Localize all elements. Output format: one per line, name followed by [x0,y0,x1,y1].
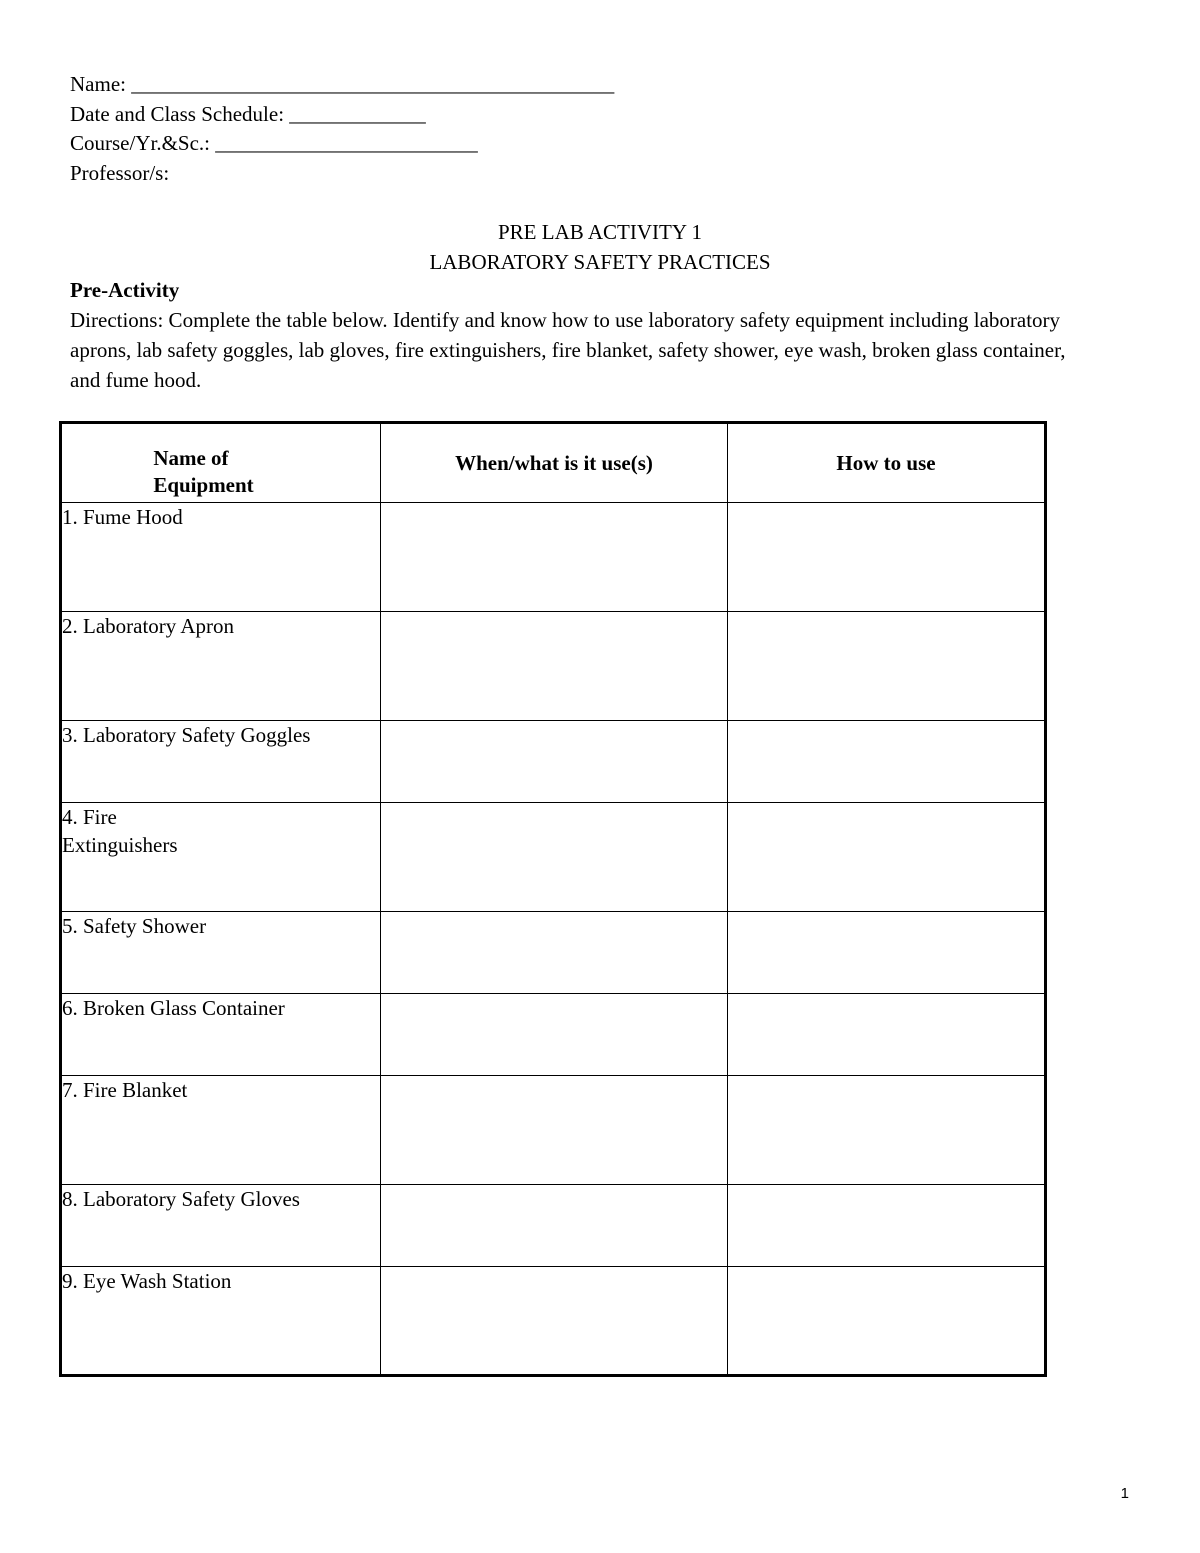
equipment-name-cell: 8. Laboratory Safety Gloves [61,1185,381,1267]
name-field[interactable] [70,70,614,100]
equipment-name-cell: 4. Fire Extinguishers [61,803,381,912]
how-to-use-cell[interactable] [728,994,1046,1076]
table-row [61,803,1046,912]
header-when-what-use: When/what is it use(s) [381,423,728,503]
how-to-use-cell[interactable] [728,1267,1046,1376]
when-what-use-cell[interactable] [381,503,728,612]
how-to-use-cell[interactable] [728,912,1046,994]
header-name-of-equipment-line-2: Equipment [153,473,254,497]
table-row [61,721,1046,803]
table-row [61,503,1046,612]
professor-label: Professor/s: [70,160,170,185]
when-what-use-cell[interactable] [381,803,728,912]
activity-title [0,217,1200,277]
how-to-use-cell[interactable] [728,503,1046,612]
when-what-use-cell[interactable] [381,912,728,994]
activity-title-line-2: LABORATORY SAFETY PRACTICES [429,250,771,274]
table-row [61,1267,1046,1376]
when-what-use-cell[interactable] [381,612,728,721]
when-what-use-cell[interactable] [381,1185,728,1267]
pre-activity-heading: Pre-Activity [70,278,180,302]
when-what-use-cell[interactable] [381,994,728,1076]
equipment-name-cell: 7. Fire Blanket [61,1076,381,1185]
directions-text: Directions: Complete the table below. Identify and know how to use laboratory safety equipment including laboratory aprons, lab safety goggles, lab gloves, fire extinguishers, fire blanket, safety shower, eye wash, broken glass container, and fume hood. [70,308,1066,392]
course-blank-line[interactable]: _________________________ [215,131,478,155]
equipment-name-cell: 1. Fume Hood [61,503,381,612]
table-header-row [61,423,1046,503]
when-what-use-cell[interactable] [381,721,728,803]
how-to-use-cell[interactable] [728,612,1046,721]
course-field[interactable] [70,129,614,159]
equipment-table [59,421,1047,1377]
table-row [61,1185,1046,1267]
when-what-use-cell[interactable] [381,1267,728,1376]
name-label: Name: [70,72,132,96]
table-row [61,612,1046,721]
how-to-use-cell[interactable] [728,1185,1046,1267]
how-to-use-cell[interactable] [728,1076,1046,1185]
how-to-use-cell[interactable] [728,803,1046,912]
equipment-name-cell: 3. Laboratory Safety Goggles [61,721,381,803]
date-schedule-blank-line[interactable]: _____________ [289,101,426,126]
table-row [61,994,1046,1076]
date-schedule-field[interactable] [70,100,614,130]
header-name-of-equipment [61,423,381,503]
equipment-name-cell: 6. Broken Glass Container [61,994,381,1076]
how-to-use-cell[interactable] [728,721,1046,803]
page-number: 1 [1120,1485,1129,1502]
name-blank-line[interactable]: ______________________________________________ [131,72,615,96]
equipment-name-cell: 9. Eye Wash Station [61,1267,381,1376]
equipment-name-cell: 2. Laboratory Apron [61,612,381,721]
course-label: Course/Yr.&Sc.: [70,131,216,155]
student-info-fields [70,70,614,188]
equipment-name-cell: 5. Safety Shower [61,912,381,994]
header-how-to-use: How to use [728,423,1046,503]
activity-title-line-1: PRE LAB ACTIVITY 1 [498,220,702,244]
table-row [61,912,1046,994]
professor-field [70,159,614,189]
date-schedule-label: Date and Class Schedule: [70,101,290,126]
when-what-use-cell[interactable] [381,1076,728,1185]
pre-activity-section [70,275,1100,395]
table-row [61,1076,1046,1185]
header-name-of-equipment-line-1: Name of [153,446,229,470]
